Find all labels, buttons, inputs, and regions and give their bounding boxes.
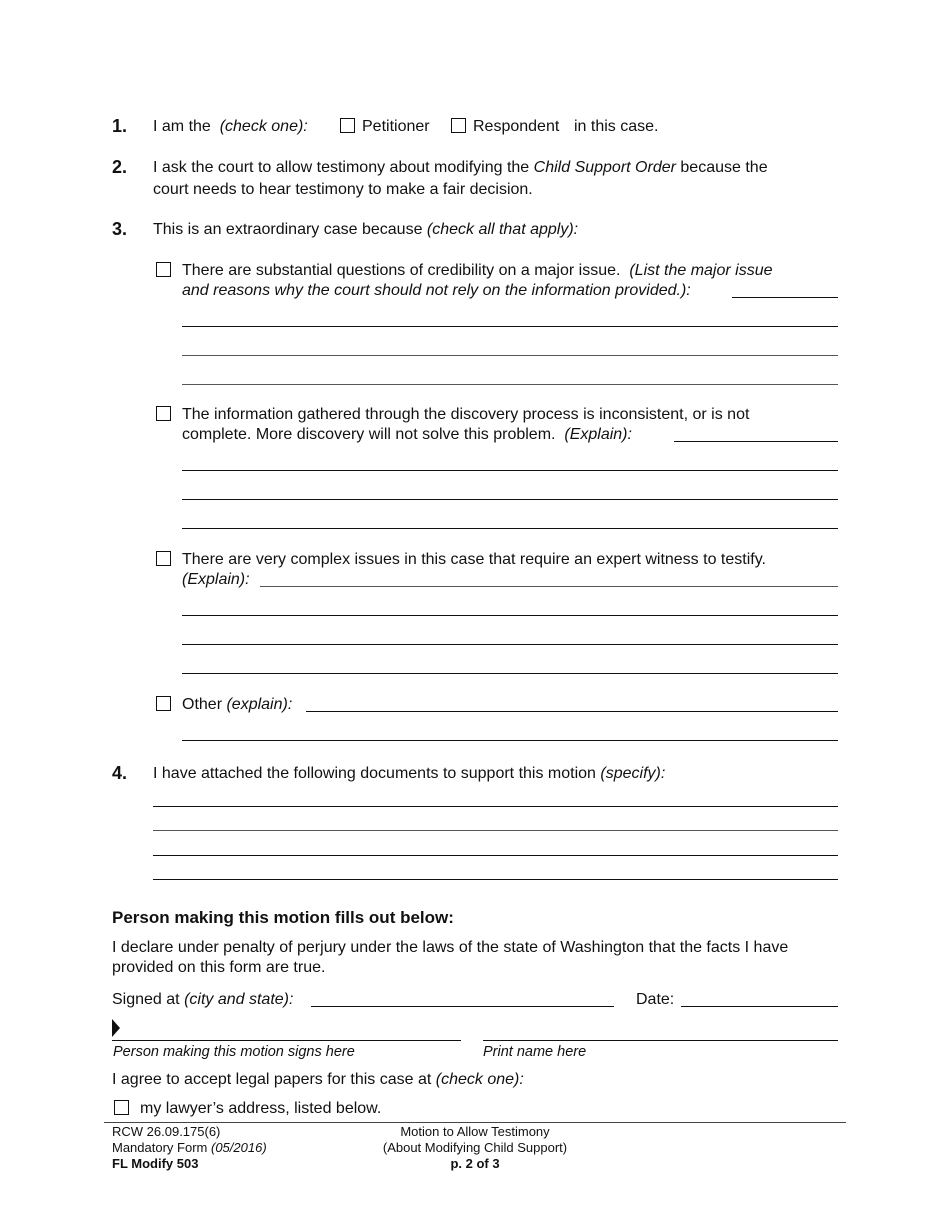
signature-line[interactable] (112, 1040, 461, 1041)
credibility-input-line[interactable] (182, 326, 838, 327)
credibility-input-line[interactable] (182, 355, 838, 356)
respondent-checkbox[interactable] (451, 118, 466, 133)
credibility-input-line[interactable] (732, 297, 838, 298)
item-2-text-c: because the (680, 159, 768, 176)
discovery-input-line[interactable] (674, 441, 838, 442)
signs-here-caption (113, 1042, 355, 1062)
footer-mandatory-text: Mandatory Form (112, 1140, 208, 1155)
discovery-line-1: The information gathered through the discovery process is inconsistent, or is not (182, 406, 750, 423)
complex-issues-input-line[interactable] (182, 615, 838, 616)
declaration-line-2: provided on this form are true. (112, 959, 326, 976)
complex-issues-input-line[interactable] (260, 586, 838, 587)
item-4-text (153, 764, 665, 784)
print-name-line[interactable] (483, 1040, 838, 1041)
credibility-hint-b: and reasons why the court should not rely on the information provided.): (182, 282, 691, 299)
item-2-line-1 (153, 158, 768, 178)
other-input-line[interactable] (306, 711, 838, 712)
credibility-input-line[interactable] (182, 384, 838, 385)
item-3-number: 3. (112, 219, 128, 239)
credibility-checkbox[interactable] (156, 262, 171, 277)
other-hint: (explain): (226, 696, 293, 713)
documents-input-line[interactable] (153, 806, 838, 807)
discovery-input-line[interactable] (182, 499, 838, 500)
complex-issues-checkbox[interactable] (156, 551, 171, 566)
signed-at-input-line[interactable] (311, 1006, 614, 1007)
credibility-line-2 (182, 281, 691, 301)
complex-issues-input-line[interactable] (182, 644, 838, 645)
credibility-hint-a: (List the major issue (629, 262, 773, 279)
item-4-number: 4. (112, 763, 128, 783)
date-label: Date: (636, 991, 675, 1008)
petitioner-checkbox[interactable] (340, 118, 355, 133)
discovery-input-line[interactable] (182, 470, 838, 471)
accept-papers-lead: I agree to accept legal papers for this case at (112, 1071, 432, 1088)
other-text: Other (182, 696, 223, 713)
lawyer-address-checkbox[interactable] (114, 1100, 129, 1115)
footer-rcw: RCW 26.09.175(6) (112, 1124, 221, 1139)
signed-at-text: Signed at (112, 991, 180, 1008)
signed-at-label (112, 990, 293, 1010)
discovery-input-line[interactable] (182, 528, 838, 529)
item-1-text (153, 117, 308, 137)
item-3-lead: This is an extraordinary case because (153, 221, 423, 238)
discovery-hint: (Explain): (564, 426, 632, 443)
petitioner-label: Petitioner (362, 118, 430, 135)
item-2-number: 2. (112, 157, 128, 177)
credibility-line-1 (182, 261, 773, 281)
other-input-line[interactable] (182, 740, 838, 741)
child-support-order-term: Child Support Order (533, 159, 676, 176)
accept-papers-text (112, 1070, 524, 1090)
date-input-line[interactable] (681, 1006, 838, 1007)
signs-here-text: Person making this motion signs here (113, 1044, 355, 1060)
discovery-line-2 (182, 425, 632, 445)
item-2-text-a: I ask the court to allow testimony about modifying the (153, 159, 530, 176)
footer-title-2: (About Modifying Child Support) (382, 1140, 568, 1155)
item-3-hint: (check all that apply): (426, 221, 579, 238)
complex-issues-input-line[interactable] (182, 673, 838, 674)
footer-mandatory-date: (05/2016) (211, 1140, 267, 1155)
item-3-text (153, 220, 578, 240)
complex-issues-hint: (Explain): (182, 571, 250, 588)
item-1-lead: I am the (153, 118, 211, 135)
signature-arrow-icon (111, 1018, 121, 1038)
documents-input-line[interactable] (153, 855, 838, 856)
item-1-hint: (check one): (219, 118, 308, 135)
complex-issues-line-2 (182, 570, 250, 590)
accept-papers-hint: (check one): (435, 1071, 524, 1088)
footer-mandatory (112, 1140, 267, 1156)
complex-issues-line-1: There are very complex issues in this case that require an expert witness to testify. (182, 551, 766, 568)
footer-page-number: p. 2 of 3 (450, 1156, 500, 1171)
discovery-text: complete. More discovery will not solve this problem. (182, 426, 556, 443)
other-label (182, 695, 292, 715)
documents-input-line[interactable] (153, 830, 838, 831)
footer-divider (104, 1122, 846, 1123)
declaration-line-1: I declare under penalty of perjury under the laws of the state of Washington that the facts I have (112, 939, 789, 956)
item-4-lead: I have attached the following documents to support this motion (153, 765, 596, 782)
other-checkbox[interactable] (156, 696, 171, 711)
lawyer-address-label: my lawyer’s address, listed below. (140, 1100, 382, 1117)
discovery-checkbox[interactable] (156, 406, 171, 421)
print-name-caption (483, 1042, 586, 1062)
item-2-line-2: court needs to hear testimony to make a fair decision. (153, 181, 533, 198)
footer-form-id: FL Modify 503 (112, 1156, 199, 1171)
signature-heading: Person making this motion fills out below: (112, 908, 454, 927)
respondent-label: Respondent (473, 118, 560, 135)
signed-at-hint: (city and state): (184, 991, 294, 1008)
footer-title-1: Motion to Allow Testimony (400, 1124, 550, 1139)
print-name-text: Print name here (483, 1044, 587, 1060)
item-1-tail: in this case. (574, 118, 659, 135)
item-1-number: 1. (112, 116, 128, 136)
credibility-text: There are substantial questions of credibility on a major issue. (182, 262, 621, 279)
item-4-hint: (specify): (600, 765, 666, 782)
documents-input-line[interactable] (153, 879, 838, 880)
